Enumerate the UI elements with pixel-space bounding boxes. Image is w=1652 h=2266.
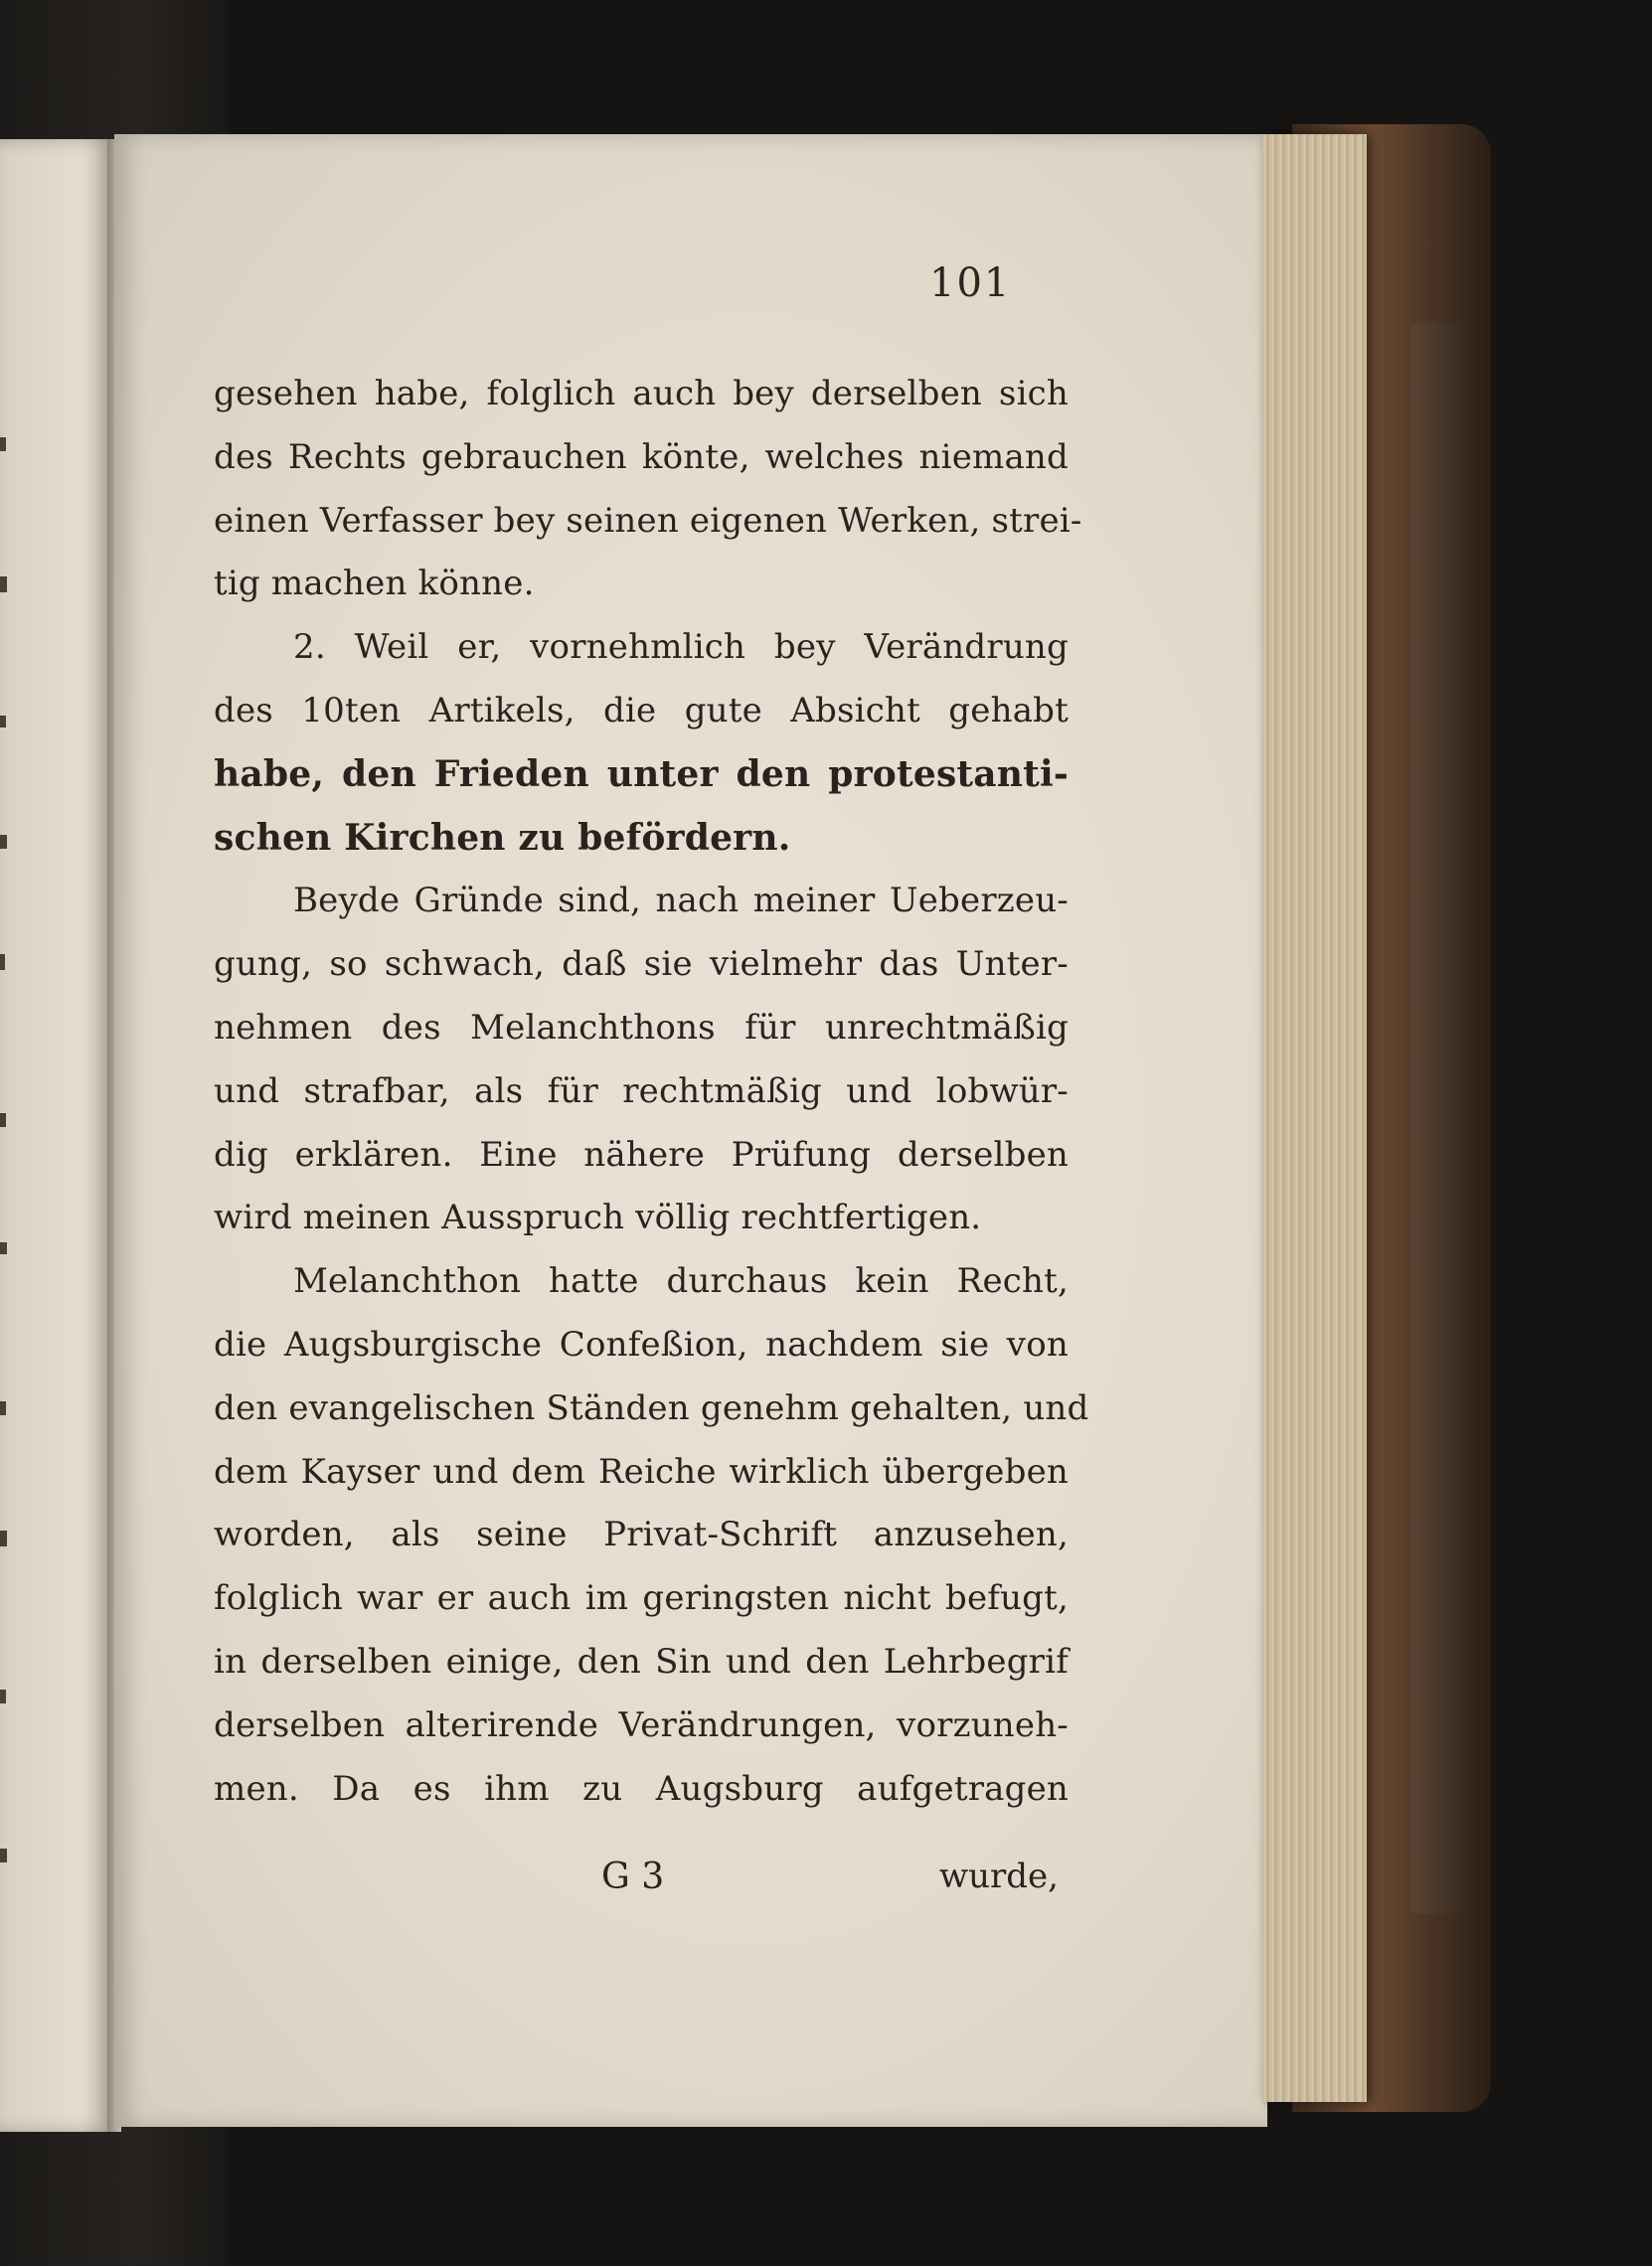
page-number: 101 — [929, 260, 1012, 306]
text-line: derselben alterirende Verändrungen, vorzuneh- — [214, 1704, 1069, 1745]
text-line: 2. Weil er, vornehmlich bey Verändrung — [293, 627, 1069, 668]
text-line: den evangelischen Ständen genehm gehalten, und — [214, 1387, 1089, 1428]
text-line: tig machen könne. — [214, 564, 535, 604]
text-line: men. Da es ihm zu Augsburg aufgetragen — [214, 1768, 1069, 1809]
text-line: in derselben einige, den Sin und den Lehrbegrif — [214, 1641, 1069, 1682]
text-line: nehmen des Melanchthons für unrechtmäßig — [214, 1007, 1069, 1048]
text-line: habe, den Frieden unter den protestanti- — [214, 752, 1069, 795]
text-line: die Augsburgische Confeßion, nachdem sie von — [214, 1324, 1069, 1365]
text-line: gesehen habe, folglich auch bey derselben sich — [214, 374, 1069, 413]
text-line: gung, so schwach, daß sie vielmehr das Unter- — [214, 944, 1069, 985]
text-line: des 10ten Artikels, die gute Absicht gehabt — [214, 690, 1069, 730]
text-line: und strafbar, als für rechtmäßig und lobwür- — [214, 1070, 1069, 1111]
text-line: folglich war er auch im geringsten nicht befugt, — [214, 1578, 1069, 1619]
text-line: Beyde Gründe sind, nach meiner Ueberzeu- — [293, 881, 1069, 921]
text-line: dig erklären. Eine nähere Prüfung derselben — [214, 1134, 1069, 1175]
signature-mark: G 3 — [601, 1857, 665, 1897]
left-page-text-fragments — [0, 139, 20, 2132]
text-line: Melanchthon hatte durchaus kein Recht, — [293, 1261, 1069, 1302]
text-line: worden, als seine Privat-Schrift anzusehen, — [214, 1515, 1069, 1555]
text-line: wird meinen Ausspruch völlig rechtfertigen. — [214, 1198, 982, 1238]
text-line: schen Kirchen zu befördern. — [214, 816, 791, 859]
page-block-edges — [1262, 134, 1367, 2102]
catchword: wurde, — [939, 1857, 1059, 1896]
page-text — [214, 363, 1089, 1821]
text-line: einen Verfasser bey seinen eigenen Werken, strei- — [214, 500, 1082, 541]
text-line: des Rechts gebrauchen könte, welches niemand — [214, 436, 1069, 477]
text-line: dem Kayser und dem Reiche wirklich übergeben — [214, 1451, 1069, 1492]
